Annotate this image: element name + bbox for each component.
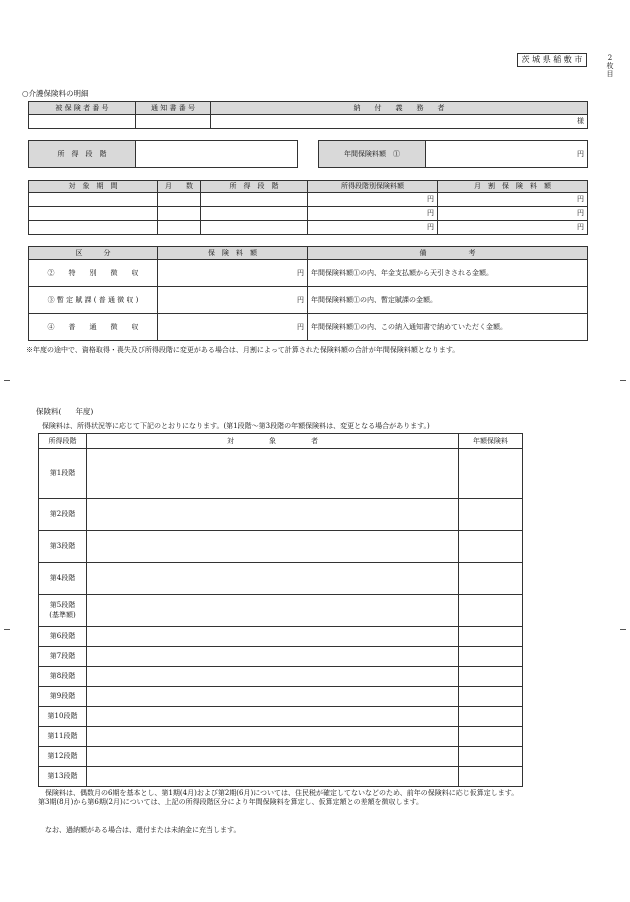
margin-tick [4,380,10,381]
stage-header: 所 得 段 階 [201,181,308,193]
notice-no-header: 通 知 書 番 号 [136,102,211,115]
municipality-box: 茨 城 県 稲 敷 市 [517,53,587,67]
monthly-premium-cell: 円 [438,221,588,235]
table-row [39,767,523,787]
table-row [29,193,588,207]
premium-cell: 円 [158,260,308,287]
period-header: 対 象 期 間 [29,181,158,193]
collection-table [28,246,588,341]
rates-year-label [36,406,93,417]
premium-cell: 円 [158,287,308,314]
rates-intro: 保険料は、所得状況等に応じて下記のとおりになります。(第1段階～第3段階の年額保険料は、変更となる場合があります。) [42,422,430,430]
category-cell: ④ 普 通 徴 収 [29,314,158,341]
stage-label: 第4段階 [39,563,87,595]
table-row [39,647,523,667]
income-stage-value [136,141,298,168]
stage-premium-header: 所得段階別保険料額 [308,181,438,193]
stage-label: 第2段階 [39,499,87,531]
stage-label: 第8段階 [39,667,87,687]
category-header: 区 分 [29,247,158,260]
period-table [28,180,588,235]
stage-label: 第9段階 [39,687,87,707]
table-row [39,563,523,595]
rates-note-2: なお、過納額がある場合は、還付または未納金に充当します。 [45,826,241,834]
table-row [39,667,523,687]
stage-label: 第5段階 (基準額) [39,595,87,627]
table-row [29,287,588,314]
period-cell [29,193,158,207]
stage-label: 第13段階 [39,767,87,787]
stage-col-header: 所得段階 [39,434,87,449]
table-row [29,314,588,341]
table-row [39,747,523,767]
stage-label: 第3段階 [39,531,87,563]
stage-premium-cell: 円 [308,207,438,221]
monthly-premium-cell: 円 [438,207,588,221]
stage-label: 第11段階 [39,727,87,747]
stage-cell [201,193,308,207]
annual-col-header: 年額保険料 [459,434,523,449]
stage-premium-cell: 円 [308,193,438,207]
notice-no-cell [136,115,211,129]
table-row [39,595,523,627]
months-cell [158,207,201,221]
rates-label-a: 保険料( [36,407,62,416]
payer-cell: 様 [211,115,588,129]
income-stage-label: 所 得 段 階 [29,141,136,168]
table-row [29,207,588,221]
stage-premium-cell: 円 [308,221,438,235]
table-row [39,627,523,647]
detail-footnote: ※年度の途中で、資格取得・喪失及び所得段階に変更がある場合は、月割によって計算された保険料額の合計が年間保険料額となります。 [26,346,460,354]
table-row [39,449,523,499]
income-stage-box [28,140,298,168]
remarks-header: 備 考 [308,247,588,260]
target-col-header: 対 象 者 [87,434,459,449]
premium-header: 保 険 料 額 [158,247,308,260]
stage-label: 第10段階 [39,707,87,727]
stage-label: 第12段階 [39,747,87,767]
monthly-premium-header: 月 割 保 険 料 額 [438,181,588,193]
insured-no-header: 被 保 険 者 番 号 [29,102,136,115]
annual-premium-value: 円 [426,141,588,168]
months-cell [158,193,201,207]
payer-header: 納 付 義 務 者 [211,102,588,115]
monthly-premium-cell: 円 [438,193,588,207]
rates-label-b: 年度) [75,407,94,416]
stage-label: 第6段階 [39,627,87,647]
stage-cell [201,207,308,221]
category-cell: ③ 暫 定 賦 課 ( 普 通 徴 収 ) [29,287,158,314]
margin-tick [620,629,626,630]
rates-note-1: 保険料は、偶数月の6期を基本とし、第1期(4月)および第2期(6月)については、住民税が確定してないなどのため、前年の保険料に応じ仮算定します。第3期(8月)から第6期(2月)については、上記の所得段階区分により年間保険料を算定し、仮算定額との差額を徴収します。 [38,789,519,807]
months-header: 月 数 [158,181,201,193]
stage-label: 第7段階 [39,647,87,667]
remarks-cell: 年間保険料額①の内、暫定賦課の金額。 [308,287,588,314]
margin-tick [4,629,10,630]
table-row [39,499,523,531]
table-row [29,260,588,287]
months-cell [158,221,201,235]
annual-premium-label: 年間保険料額 ① [319,141,426,168]
detail-title: ○介護保険料の明細 [22,89,89,98]
stage-cell [201,221,308,235]
period-cell [29,221,158,235]
annual-premium-box [318,140,588,168]
stage-label: 第1段階 [39,449,87,499]
remarks-cell: 年間保険料額①の内、年金支払額から天引きされる金額。 [308,260,588,287]
table-row [39,531,523,563]
margin-tick [620,380,626,381]
page-marker: 2 枚 目 [606,54,614,79]
insured-no-cell [29,115,136,129]
category-cell: ② 特 別 徴 収 [29,260,158,287]
insured-table [28,101,588,129]
table-row [39,707,523,727]
rates-table [38,433,523,787]
table-row [39,687,523,707]
table-row [39,727,523,747]
remarks-cell: 年間保険料額①の内、この納入通知書で納めていただく金額。 [308,314,588,341]
period-cell [29,207,158,221]
table-row [29,221,588,235]
premium-cell: 円 [158,314,308,341]
